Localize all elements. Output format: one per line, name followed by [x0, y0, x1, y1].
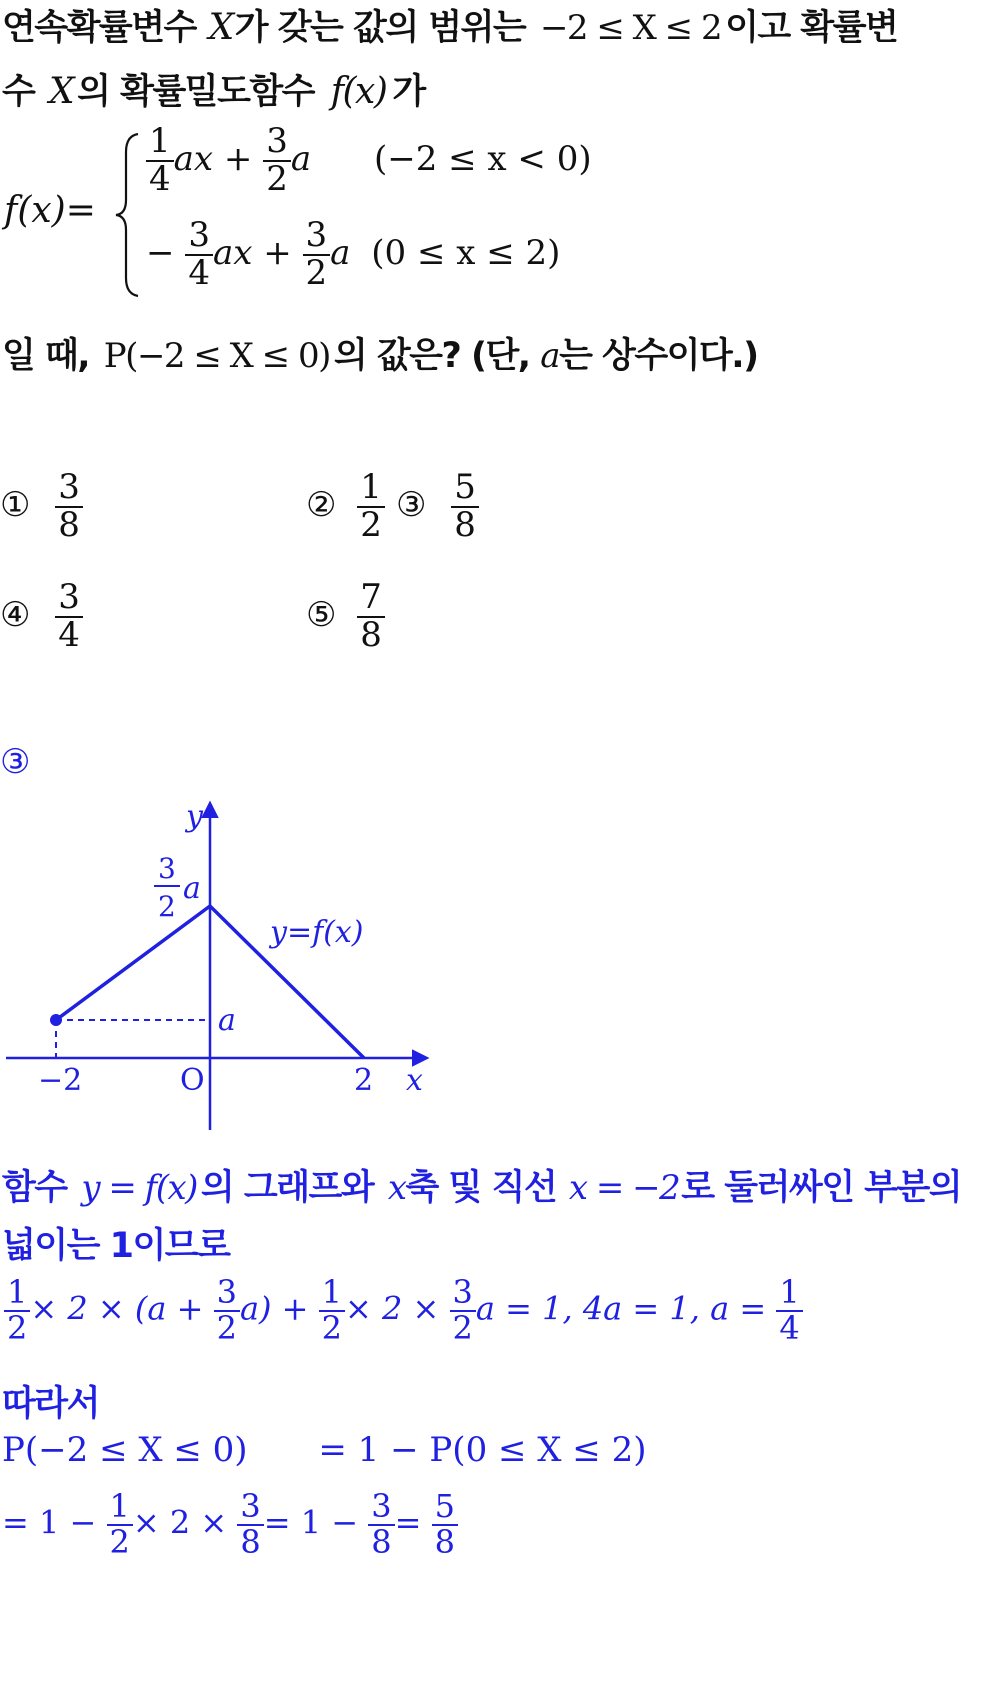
fraction: $\frac{3}{8}$	[237, 1490, 263, 1559]
origin-label: O	[180, 1063, 205, 1098]
fraction: $\frac{3}{8}$	[55, 470, 83, 543]
answer-mark: ③	[0, 742, 31, 782]
probability-equation-2: = 1 − $\frac{1}{2}$ × 2 × $\frac{3}{8}$ = 1 − $\frac{3}{8}$ = $\frac{5}{8}$	[2, 1490, 458, 1559]
fx-label: f(x)=	[4, 190, 96, 231]
choice-4[interactable]: ④ $\frac{3}{4}$	[0, 580, 83, 653]
fraction: $\frac{1}{2}$	[107, 1490, 133, 1559]
choice-5[interactable]: ⑤ $\frac{7}{8}$	[306, 580, 385, 653]
fraction: $\frac{3}{2}$	[214, 1276, 240, 1345]
piecewise-case-2: − $\frac{3}{4}$ ax + $\frac{3}{2}$ a (0 ≤ x ≤ 2)	[146, 215, 561, 293]
fraction: $\frac{3}{2}$	[263, 124, 291, 197]
x-axis-label: x	[406, 1063, 423, 1098]
fraction: $\frac{5}{8}$	[432, 1490, 458, 1559]
tick-neg2: −2	[38, 1063, 83, 1098]
explanation-line-2: 넓이는 1이므로	[2, 1226, 230, 1266]
fraction: $\frac{1}{4}$	[776, 1276, 802, 1345]
fraction: $\frac{3}{2}$	[303, 218, 331, 291]
function-label: y=f(x)	[270, 915, 364, 950]
choice-1[interactable]: ① $\frac{3}{8}$	[0, 470, 83, 543]
fraction: $\frac{1}{2}$	[319, 1276, 345, 1345]
therefore-label: 따라서	[2, 1384, 99, 1424]
choice-3[interactable]: ③ $\frac{5}{8}$	[396, 470, 479, 543]
explanation-line-1: 함수 y = f(x) 의 그래프와 x축 및 직선 x = −2로 둘러싸인 부분의	[2, 1168, 962, 1208]
piecewise-case-1: $\frac{1}{4}$ ax + $\frac{3}{2}$ a (−2 ≤ x < 0)	[146, 124, 592, 197]
fraction: $\frac{7}{8}$	[357, 580, 385, 653]
peak-frac-num: 3	[158, 852, 176, 885]
a-level-label: a	[218, 1003, 236, 1038]
fraction: $\frac{3}{4}$	[55, 580, 83, 653]
fraction: $\frac{1}{4}$	[146, 124, 174, 197]
closed-endpoint	[50, 1014, 62, 1026]
tick-2: 2	[354, 1063, 374, 1098]
y-axis-label: y	[186, 799, 203, 834]
fraction: $\frac{1}{2}$	[357, 470, 385, 543]
question-line: 일 때, P(−2 ≤ X ≤ 0) 의 값은? (단, a는 상수이다.)	[2, 336, 758, 376]
fraction: $\frac{3}{2}$	[450, 1276, 476, 1345]
probability-equation-1: P(−2 ≤ X ≤ 0) = 1 − P(0 ≤ X ≤ 2)	[2, 1430, 647, 1470]
fraction: $\frac{3}{4}$	[185, 218, 213, 291]
problem-line-1: 연속확률변수 X가 갖는 값의 범위는 −2 ≤ X ≤ 2 이고 확률변	[2, 7, 898, 48]
area-equation: $\frac{1}{2}$ × 2 × (a + $\frac{3}{2}$ a) + $\frac{1}{2}$ × 2 × $\frac{3}{2}$ a = 1, 4a = 1, a = $\frac{1}{4}$	[4, 1276, 803, 1345]
problem-line-2: 수 X 의 확률밀도함수 f(x) 가	[2, 71, 425, 112]
choice-2[interactable]: ② $\frac{1}{2}$	[306, 470, 385, 543]
fraction: $\frac{3}{8}$	[368, 1490, 394, 1559]
peak-var: a	[183, 871, 201, 906]
solution-graph	[0, 790, 440, 1140]
peak-frac-den: 2	[158, 890, 176, 923]
piecewise-brace	[112, 130, 142, 300]
fraction: $\frac{5}{8}$	[451, 470, 479, 543]
fraction: $\frac{1}{2}$	[4, 1276, 30, 1345]
